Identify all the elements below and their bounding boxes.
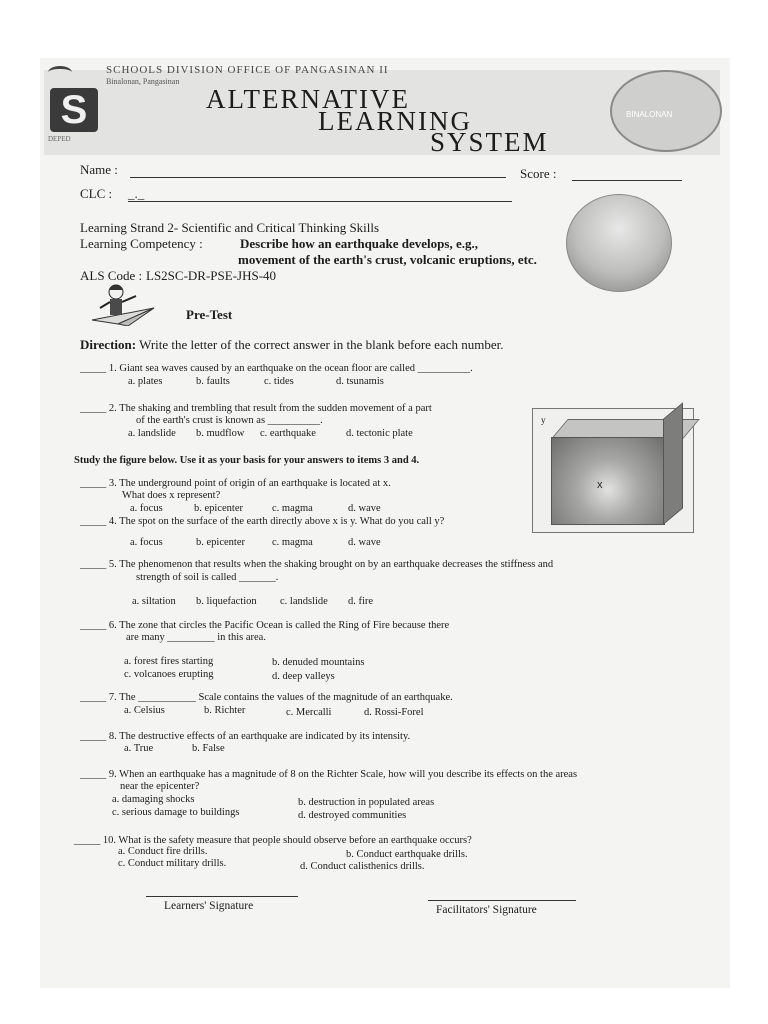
name-field[interactable] <box>130 177 506 178</box>
q7-option-b: b. Richter <box>204 705 246 716</box>
earthquake-illustration-icon <box>566 194 672 292</box>
q6-option-a: a. forest fires starting <box>124 656 214 667</box>
competency-line1: Describe how an earthquake develops, e.g., <box>240 236 478 251</box>
q5-option-b: b. liquefaction <box>196 596 257 607</box>
facilitator-signature-label: Facilitators' Signature <box>436 904 537 916</box>
q8-stem: _____ 8. The destructive effects of an earthquake are indicated by its intensity. <box>80 731 411 742</box>
q6-option-d: d. deep valleys <box>272 671 335 682</box>
q6-stem-line2: are many _________ in this area. <box>126 632 266 643</box>
title-learning: LEARNING <box>318 106 472 136</box>
q5-stem-line1: _____ 5. The phenomenon that results when the shaking brought on by an earthquake decreases the stiffness and <box>80 559 554 570</box>
q3-stem-line1: _____ 3. The underground point of origin of an earthquake is located at x. <box>80 478 391 489</box>
deped-s-logo-icon: S <box>50 88 98 132</box>
score-field[interactable] <box>572 180 682 181</box>
q3-stem-line2: What does x represent? <box>122 490 221 501</box>
title-alternative: ALTERNATIVE <box>206 84 410 114</box>
learner-signature-label: Learners' Signature <box>164 900 254 912</box>
q5-option-c: c. landslide <box>280 596 328 607</box>
clc-label: CLC : <box>80 186 113 201</box>
q5-option-a: a. siltation <box>132 596 176 607</box>
q10-option-c: c. Conduct military drills. <box>118 858 227 869</box>
learner-signature-line[interactable] <box>146 896 298 897</box>
q6-option-b: b. denuded mountains <box>272 657 365 668</box>
division-office: SCHOOLS DIVISION OFFICE OF PANGASINAN II <box>106 64 389 76</box>
learning-strand: Learning Strand 2- Scientific and Critical Thinking Skills <box>80 220 380 235</box>
block-cross-section <box>551 437 665 525</box>
q7-option-d: d. Rossi-Forel <box>364 707 424 718</box>
q4-option-d: d. wave <box>348 537 381 548</box>
q3-option-b: b. epicenter <box>194 503 243 514</box>
q6-stem-line1: _____ 6. The zone that circles the Pacific Ocean is called the Ring of Fire because there <box>80 620 450 631</box>
q3-option-a: a. focus <box>130 503 163 514</box>
q4-option-a: a. focus <box>130 537 163 548</box>
side-tag: DEPED <box>48 135 71 143</box>
bird-logo-icon <box>48 66 72 79</box>
q9-option-d: d. destroyed communities <box>298 810 407 821</box>
q9-option-b: b. destruction in populated areas <box>298 797 435 808</box>
score-label: Score : <box>520 166 557 181</box>
q3-option-d: d. wave <box>348 503 381 514</box>
q6-option-c: c. volcanoes erupting <box>124 669 214 680</box>
q2-option-d: d. tectonic plate <box>346 428 413 439</box>
q9-stem-line1: _____ 9. When an earthquake has a magnitude of 8 on the Richter Scale, how will you describe its effects on the areas <box>80 769 578 780</box>
direction <box>80 337 504 353</box>
q7-option-a: a. Celsius <box>124 705 165 716</box>
q4-option-b: b. epicenter <box>196 537 245 548</box>
q9-stem-line2: near the epicenter? <box>120 781 200 792</box>
als-code-label: ALS Code : <box>80 268 143 283</box>
q10-option-a: a. Conduct fire drills. <box>118 846 208 857</box>
competency-line2: movement of the earth's crust, volcanic eruptions, etc. <box>238 252 537 267</box>
title-system: SYSTEM <box>430 127 549 157</box>
figure-instruction: Study the figure below. Use it as your basis for your answers to items 3 and 4. <box>74 455 420 466</box>
name-label: Name : <box>80 162 118 177</box>
direction-label: Direction: <box>80 337 137 352</box>
q2-option-c: c. earthquake <box>260 428 316 439</box>
block-side <box>663 402 683 525</box>
q1-option-a: a. plates <box>128 376 163 387</box>
competency-label: Learning Competency : <box>80 236 203 251</box>
q10-option-b: b. Conduct earthquake drills. <box>346 849 468 860</box>
clc-field[interactable] <box>128 201 512 202</box>
facilitator-signature-line[interactable] <box>428 900 576 901</box>
figure-label-x: x <box>597 479 603 491</box>
q5-stem-line2: strength of soil is called _______. <box>136 572 279 583</box>
q1-option-b: b. faults <box>196 376 230 387</box>
pretest-title: Pre-Test <box>186 307 233 322</box>
q7-option-c: c. Mercalli <box>286 707 332 718</box>
q1-stem: _____ 1. Giant sea waves caused by an earthquake on the ocean floor are called __________. <box>80 363 473 374</box>
q2-option-b: b. mudflow <box>196 428 245 439</box>
q10-option-d: d. Conduct calisthenics drills. <box>300 861 425 872</box>
learner-on-paper-plane-icon <box>88 280 156 326</box>
earthquake-block-diagram <box>532 408 694 533</box>
q2-stem-line2: of the earth's crust is known as __________. <box>136 415 323 426</box>
q8-option-a: a. True <box>124 743 154 754</box>
q10-stem: _____ 10. What is the safety measure that people should observe before an earthquake occurs? <box>74 835 472 846</box>
q2-stem-line1: _____ 2. The shaking and trembling that result from the sudden movement of a part <box>80 403 432 414</box>
direction-text: Write the letter of the correct answer in the blank before each number. <box>139 337 504 352</box>
q1-option-c: c. tides <box>264 376 294 387</box>
q2-option-a: a. landslide <box>128 428 176 439</box>
q7-stem: _____ 7. The ___________ Scale contains the values of the magnitude of an earthquake. <box>80 692 453 703</box>
q9-option-a: a. damaging shocks <box>112 794 195 805</box>
division-location: Binalonan, Pangasinan <box>106 77 180 86</box>
q4-stem: _____ 4. The spot on the surface of the earth directly above x is y. What do you call y? <box>80 516 445 527</box>
clc-mark: _._ <box>128 186 145 201</box>
q9-option-c: c. serious damage to buildings <box>112 807 240 818</box>
q4-option-c: c. magma <box>272 537 313 548</box>
q8-option-b: b. False <box>192 743 225 754</box>
q1-option-d: d. tsunamis <box>336 376 384 387</box>
seal-text: BINALONAN <box>626 110 673 119</box>
als-code: LS2SC-DR-PSE-JHS-40 <box>146 268 277 283</box>
q3-option-c: c. magma <box>272 503 313 514</box>
q5-option-d: d. fire <box>348 596 374 607</box>
figure-label-y: y <box>541 415 546 425</box>
